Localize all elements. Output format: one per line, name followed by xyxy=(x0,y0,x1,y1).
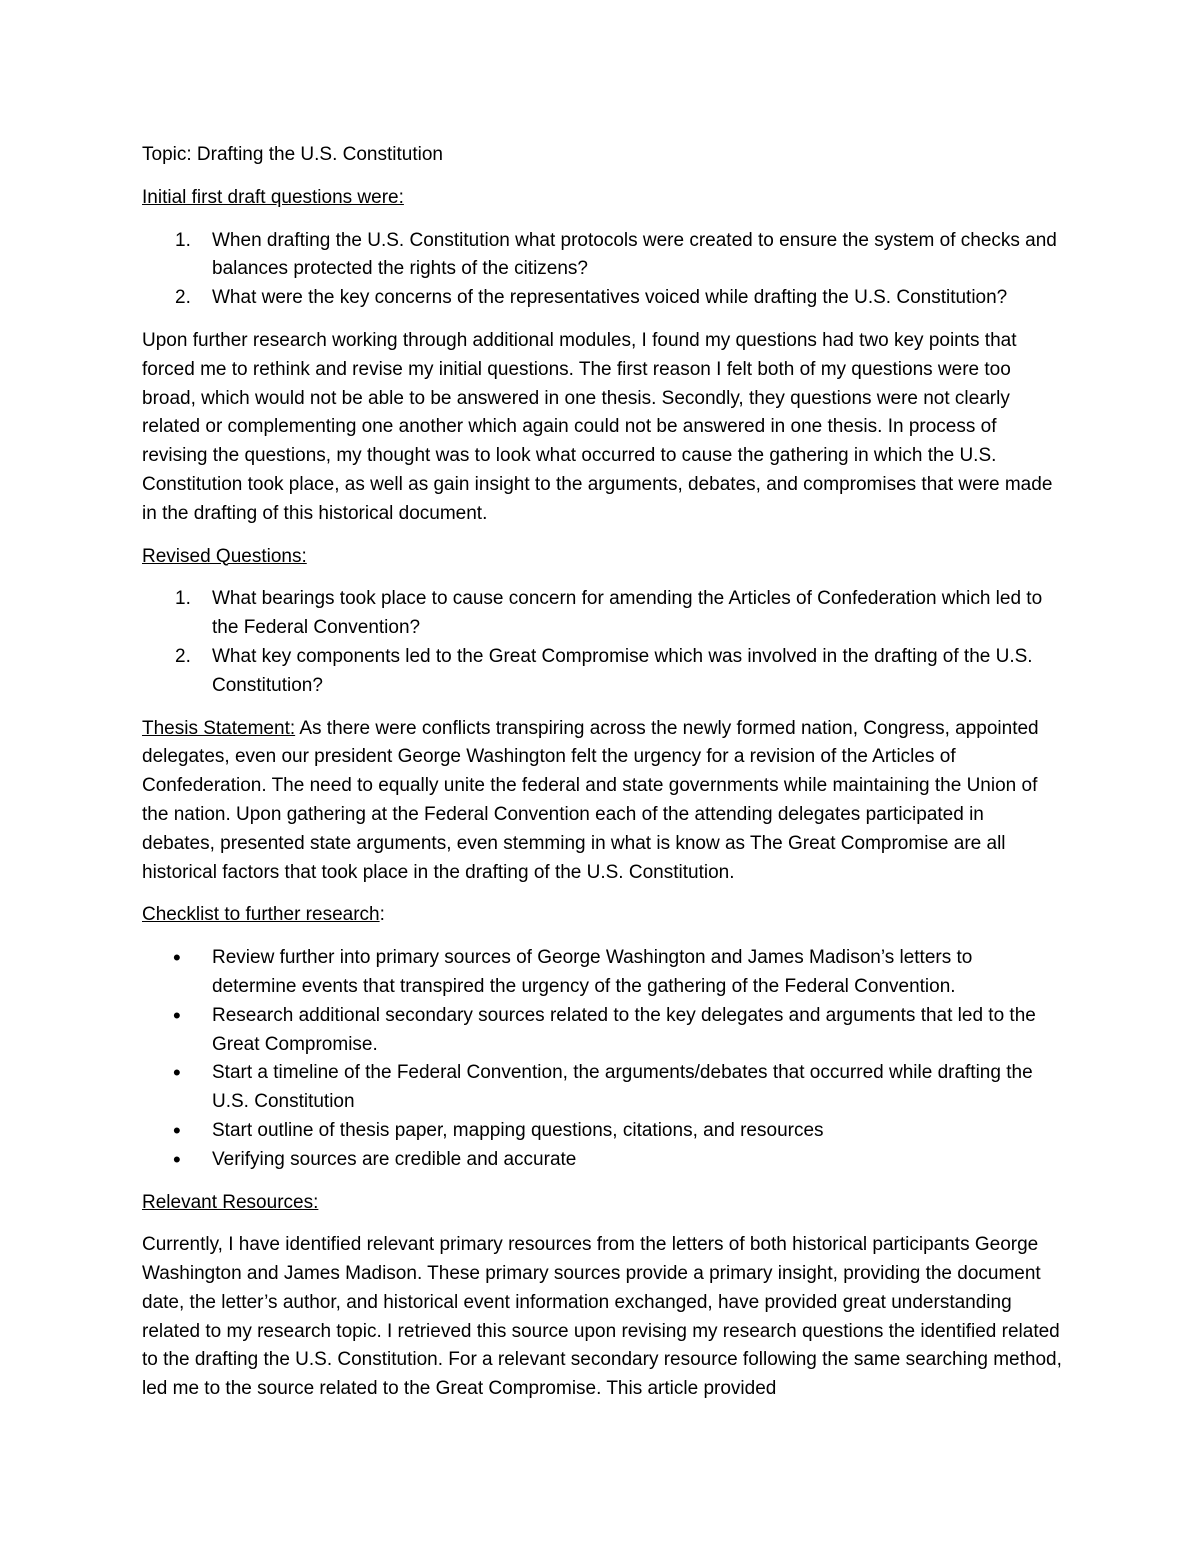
bullet-icon: • xyxy=(173,1002,181,1028)
thesis-text: As there were conflicts transpiring across the newly formed nation, Congress, appointed delegates, even our president George Washington felt the urgency for a revision of the Articles of Confederation. The need to equally unite the federal and state governments while maintaining the Union of the nation. Upon gathering at the Federal Convention each of the attending delegates participated in debates, presented state arguments, even stemming in what is know as The Great Compromise are all historical factors that took place in the drafting of the U.S. Constitution. xyxy=(142,717,1039,883)
relevant-resources-heading xyxy=(142,1189,1062,1218)
list-item xyxy=(142,944,1062,1002)
revised-questions-heading-text: Revised Questions: xyxy=(142,545,307,567)
list-item-text: Verifying sources are credible and accurate xyxy=(212,1148,577,1170)
bullet-icon: • xyxy=(173,1060,181,1086)
bullet-icon: • xyxy=(173,1117,181,1143)
thesis-paragraph xyxy=(142,715,1062,888)
list-item-text: When drafting the U.S. Constitution what protocols were created to ensure the system of checks and balances protected the rights of the citizens? xyxy=(212,229,1057,280)
list-number: 1. xyxy=(175,588,191,610)
list-number: 2. xyxy=(175,645,191,667)
list-item xyxy=(142,284,1062,313)
list-item-text: Research additional secondary sources related to the key delegates and arguments that led to the Great Compromise. xyxy=(212,1004,1036,1055)
checklist xyxy=(142,944,1062,1174)
paragraph-resources: Currently, I have identified relevant primary resources from the letters of both historical participants George Washington and James Madison. These primary sources provide a primary insight, providing the document date, the letter’s author, and historical event information exchanged, have provided great understanding related to my research topic. I retrieved this source upon revising my research questions the identified related to the drafting the U.S. Constitution. For a relevant secondary resource following the same searching method, led me to the source related to the Great Compromise. This article provided xyxy=(142,1234,1062,1400)
initial-questions-heading xyxy=(142,184,1062,213)
revised-questions-heading xyxy=(142,543,1062,572)
list-item-text: What were the key concerns of the representatives voiced while drafting the U.S. Constitution? xyxy=(212,287,1008,309)
list-item-text: Review further into primary sources of George Washington and James Madison’s letters to determine events that transpired the urgency of the gathering of the Federal Convention. xyxy=(212,947,973,997)
list-item-text: What bearings took place to cause concern for amending the Articles of Confederation which led to the Federal Convention? xyxy=(212,588,1043,639)
list-item xyxy=(142,1117,1062,1146)
checklist-heading-text: Checklist to further research xyxy=(142,904,380,926)
initial-questions-list xyxy=(142,227,1062,313)
checklist-heading-colon: : xyxy=(379,904,385,926)
revised-questions-list xyxy=(142,585,1062,700)
thesis-label: Thesis Statement: xyxy=(142,717,296,739)
checklist-heading xyxy=(142,901,1062,930)
list-item xyxy=(142,585,1062,643)
initial-questions-heading-text: Initial first draft questions were: xyxy=(142,186,404,208)
bullet-icon: • xyxy=(173,1146,181,1172)
list-number: 2. xyxy=(175,287,191,309)
paragraph-research: Upon further research working through additional modules, I found my questions had two key points that forced me to rethink and revise my initial questions. The first reason I felt both of my questions were too broad, which would not be able to be answered in one thesis. Secondly, they questions were not clearly related or complementing one another which again could not be answered in one thesis. In process of revising the questions, my thought was to look what occurred to cause the gathering in which the U.S. Constitution took place, as well as gain insight to the arguments, debates, and compromises that were made in the drafting of this historical document. xyxy=(142,329,1053,524)
list-item xyxy=(142,643,1062,701)
list-item xyxy=(142,1059,1062,1117)
list-item xyxy=(142,227,1062,285)
list-item-text: Start a timeline of the Federal Convention, the arguments/debates that occurred while drafting the U.S. Constitution xyxy=(212,1062,1033,1113)
bullet-icon: • xyxy=(173,945,181,971)
topic-line: Topic: Drafting the U.S. Constitution xyxy=(142,144,443,165)
list-item-text: Start outline of thesis paper, mapping questions, citations, and resources xyxy=(212,1119,824,1141)
list-item xyxy=(142,1146,1062,1175)
document-body xyxy=(142,141,1062,1418)
list-item-text: What key components led to the Great Compromise which was involved in the drafting of the U.S. Constitution? xyxy=(212,645,1033,696)
relevant-resources-heading-text: Relevant Resources: xyxy=(142,1191,319,1213)
list-number: 1. xyxy=(175,229,191,251)
list-item xyxy=(142,1002,1062,1060)
